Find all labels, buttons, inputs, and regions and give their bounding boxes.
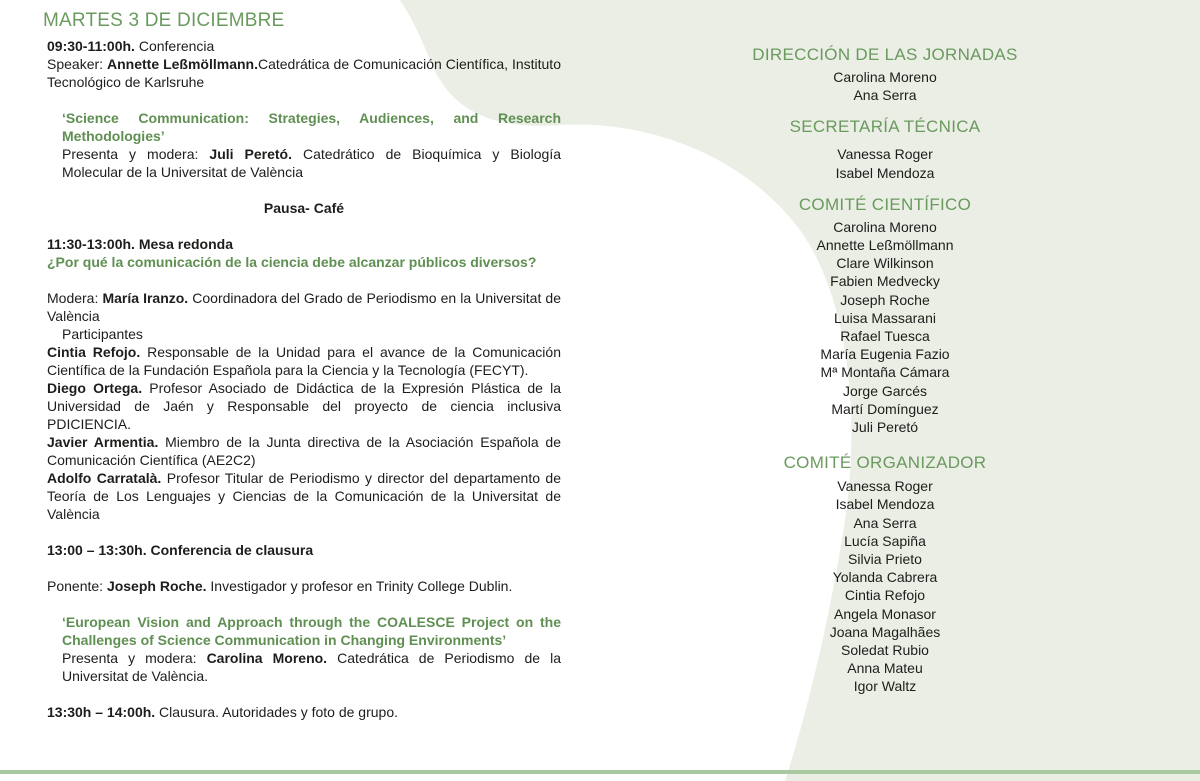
speaker-name: Annette Leßmöllmann.	[107, 56, 258, 72]
name-item: Luisa Massarani	[834, 309, 936, 326]
name-item: Ana Serra	[853, 514, 917, 531]
talk-title: ‘European Vision and Approach through the COALESCE Project on the Challenges of Science Communication in Changing Environments’	[62, 614, 561, 648]
name-item: Isabel Mendoza	[835, 164, 935, 181]
name-list	[740, 477, 1030, 695]
program-column	[43, 10, 562, 721]
session-type: Mesa redonda	[134, 236, 233, 252]
name-item: Mª Montaña Cámara	[820, 364, 950, 381]
name-item: Fabien Medvecky	[830, 273, 940, 290]
moderator-name: Juli Peretó.	[209, 146, 292, 162]
section-organizador	[740, 452, 1030, 695]
participant-name: Diego Ortega.	[47, 380, 143, 396]
name-item: Igor Waltz	[853, 678, 917, 695]
session-closure	[47, 703, 561, 721]
name-item: Silvia Prieto	[848, 551, 922, 568]
name-item: Vanessa Roger	[837, 146, 933, 163]
moderator-desc: Catedrático de Bioquímica y Biología Molecular de la Universitat de València	[62, 146, 562, 180]
session-type: Conferencia de clausura	[146, 542, 314, 558]
name-item: Carolina Moreno	[833, 69, 937, 85]
session-time: 13:00 – 13:30h.	[47, 542, 147, 558]
name-item: Annette Leßmöllmann	[816, 237, 954, 254]
moderator-label: Presenta y modera:	[62, 650, 207, 666]
speaker-desc: Catedrática de Comunicación Científica, Instituto Tecnológico de Karlsruhe	[47, 56, 561, 90]
section-title: COMITÉ ORGANIZADOR	[783, 453, 987, 473]
section-title: SECRETARÍA TÉCNICA	[789, 117, 981, 137]
participant-name: Cintia Refojo.	[47, 344, 141, 360]
name-list	[740, 68, 1030, 104]
speaker-label: Ponente:	[47, 578, 107, 594]
session-round-table	[47, 235, 561, 523]
name-list	[740, 218, 1030, 436]
moderator-desc: Coordinadora del Grado de Periodismo en la Universitat de València	[47, 290, 561, 324]
round-table-question: ¿Por qué la comunicación de la ciencia debe alcanzar públicos diversos?	[47, 254, 537, 270]
participant-desc: Miembro de la Junta directiva de la Asociación Española de Comunicación Científica (AE2C2)	[47, 434, 561, 468]
name-item: Yolanda Cabrera	[832, 569, 938, 586]
participants-label: Participantes	[62, 326, 143, 342]
moderator-name: Carolina Moreno.	[206, 650, 328, 666]
name-item: Martí Domínguez	[831, 400, 939, 417]
participant-desc: Profesor Asociado de Didáctica de la Expresión Plástica de la Universidad de Jaén y Responsable del proyecto de ciencia inclusiva PDICIENCIA.	[47, 380, 561, 432]
moderator-name: María Iranzo.	[102, 290, 189, 306]
name-item: Vanessa Roger	[837, 478, 933, 495]
day-title: MARTES 3 DE DICIEMBRE	[43, 10, 285, 31]
session-type: Conferencia	[134, 38, 215, 54]
participant-desc: Profesor Titular de Periodismo y director del departamento de Teoría de Los Lenguajes y Ciencias de la Comunicación de la Universitat de València	[47, 470, 561, 522]
name-item: Anna Mateu	[847, 660, 923, 677]
speaker-label: Speaker:	[47, 56, 107, 72]
name-item: Clare Wilkinson	[836, 255, 934, 272]
section-title: COMITÉ CIENTÍFICO	[798, 194, 972, 214]
moderator-label: Modera:	[47, 290, 103, 306]
name-item: Joana Magalhães	[829, 623, 941, 640]
name-list	[740, 145, 1030, 181]
name-item: Carolina Moreno	[833, 218, 937, 235]
coffee-break: Pausa- Café	[263, 200, 345, 216]
participant-name: Adolfo Carratalà.	[47, 470, 162, 486]
credits-column	[740, 44, 1030, 696]
section-direccion	[740, 44, 1030, 104]
name-item: Soledat Rubio	[841, 642, 929, 659]
name-item: Joseph Roche	[840, 291, 930, 308]
name-item: Rafael Tuesca	[840, 328, 930, 345]
name-item: Juli Peretó	[851, 419, 919, 436]
name-item: Ana Serra	[853, 87, 917, 104]
participant-name: Javier Armentia.	[47, 434, 159, 450]
participant-item	[47, 469, 561, 523]
session-closing-conference	[47, 541, 561, 685]
session-desc: Clausura. Autoridades y foto de grupo.	[155, 704, 398, 720]
name-item: Isabel Mendoza	[835, 496, 935, 513]
name-item: Cintia Refojo	[844, 587, 926, 604]
name-item: Lucía Sapiña	[844, 532, 926, 549]
participant-item	[47, 433, 561, 469]
section-cientifico	[740, 194, 1030, 436]
moderator-label: Presenta y modera:	[62, 146, 210, 162]
session-time: 09:30-11:00h.	[47, 38, 135, 54]
session-time: 11:30-13:00h.	[47, 236, 135, 252]
participant-item	[47, 379, 561, 433]
speaker-name: Joseph Roche.	[106, 578, 207, 594]
section-secretaria	[740, 116, 1030, 181]
section-title: DIRECCIÓN DE LAS JORNADAS	[752, 45, 1018, 64]
speaker-desc: Investigador y profesor en Trinity College Dublin.	[206, 578, 513, 594]
participant-desc: Responsable de la Unidad para el avance de la Comunicación Científica de la Fundación Española para la Ciencia y la Tecnología (FECYT).	[47, 344, 561, 378]
name-item: Angela Monasor	[834, 605, 936, 622]
talk-title: ‘Science Communication: Strategies, Audiences, and Research Methodologies’	[62, 110, 561, 144]
name-item: Jorge Garcés	[842, 382, 928, 399]
session-time: 13:30h – 14:00h.	[47, 704, 156, 720]
session-conference	[47, 37, 561, 181]
participant-item	[47, 343, 561, 379]
moderator-desc: Catedrática de Periodismo de la Universitat de València.	[62, 650, 562, 684]
bottom-divider	[0, 770, 1200, 774]
name-item: María Eugenia Fazio	[820, 346, 950, 363]
